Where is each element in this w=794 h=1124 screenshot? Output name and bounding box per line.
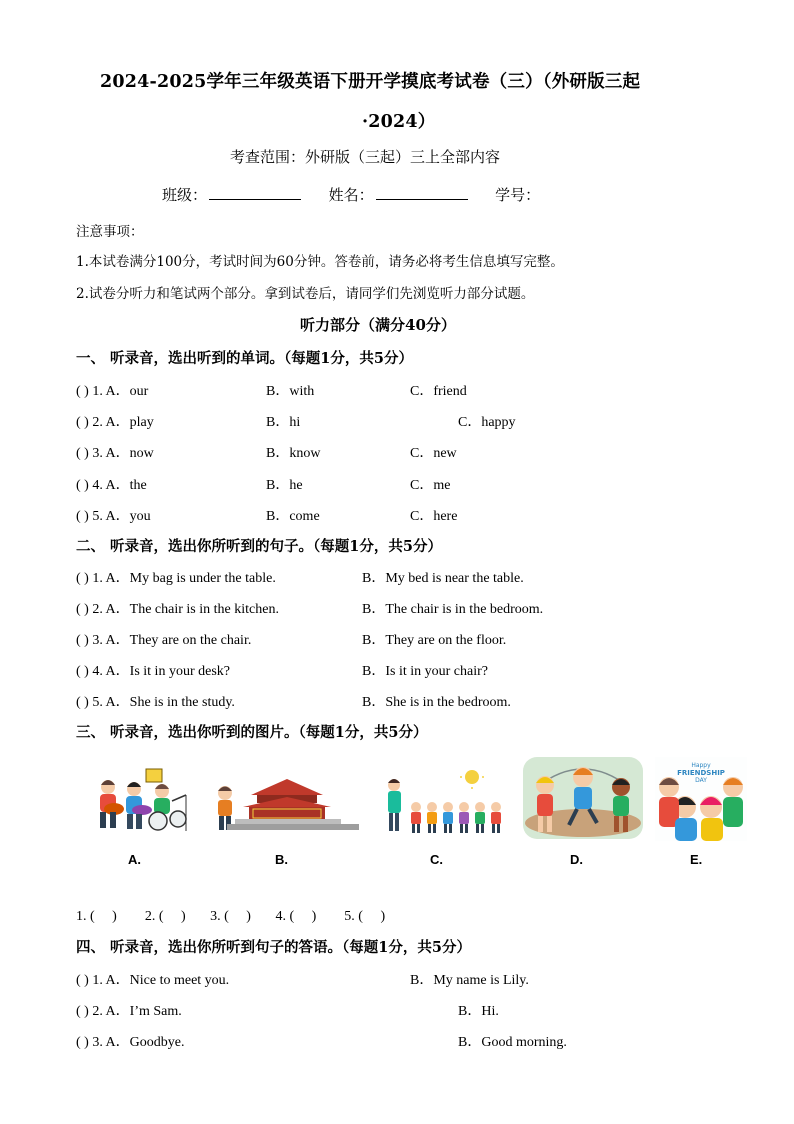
section1-title: 一、 听录音，选出听到的单词。（每题1分，共5分） <box>76 350 413 367</box>
s1-q3-a[interactable]: ( ) 3. A．now <box>76 446 154 461</box>
s1-q4-a[interactable]: ( ) 4. A．the <box>76 478 147 493</box>
s4-q1-a[interactable]: ( ) 1. A．Nice to meet you. <box>76 973 230 988</box>
poster-text-day: DAY <box>695 777 707 784</box>
id-label: 学号： <box>495 186 541 204</box>
s1-q5-b[interactable]: B．come <box>266 509 320 524</box>
exam-title-line2: ·2024） <box>362 112 436 132</box>
picture-e-friendship <box>655 757 747 841</box>
s2-q4-a[interactable]: ( ) 4. A．Is it in your desk? <box>76 664 230 679</box>
class-blank[interactable] <box>209 187 301 200</box>
name-blank[interactable] <box>376 187 468 200</box>
s1-q5-c[interactable]: C．here <box>410 509 458 524</box>
poster-text-happy: Happy <box>691 762 711 769</box>
picture-label-c: C. <box>430 852 443 867</box>
picture-label-e: E. <box>690 852 703 867</box>
s4-q1-b[interactable]: B．My name is Lily. <box>410 973 529 988</box>
s2-q3-b[interactable]: B．They are on the floor. <box>362 633 507 648</box>
s1-q3-c[interactable]: C．new <box>410 446 457 461</box>
s4-q3-b[interactable]: B．Good morning. <box>458 1035 567 1050</box>
picture-label-d: D. <box>570 852 583 867</box>
class-label: 班级： <box>162 186 208 204</box>
s2-q5-a[interactable]: ( ) 5. A．She is in the study. <box>76 695 235 710</box>
s1-q1-b[interactable]: B．with <box>266 384 315 399</box>
s4-q3-a[interactable]: ( ) 3. A．Goodbye. <box>76 1035 185 1050</box>
name-label: 姓名： <box>328 186 374 204</box>
part-title: 听力部分（满分40分） <box>300 316 456 334</box>
picture-label-a: A. <box>128 852 141 867</box>
picture-c-class <box>380 767 508 837</box>
notes-item-1: 1.本试卷满分100分，考试时间为60分钟。答卷前，请务必将考生信息填写完整。 <box>76 254 564 270</box>
notes-heading: 注意事项： <box>76 224 144 240</box>
s2-q3-a[interactable]: ( ) 3. A．They are on the chair. <box>76 633 252 648</box>
s2-q2-b[interactable]: B．The chair is in the bedroom. <box>362 602 544 617</box>
s1-q4-c[interactable]: C．me <box>410 478 451 493</box>
poster-text-friendship: FRIENDSHIP <box>677 769 725 777</box>
section2-title: 二、 听录音，选出你所听到的句子。（每题1分，共5分） <box>76 538 442 555</box>
notes-item-2: 2.试卷分听力和笔试两个部分。拿到试卷后，请同学们先浏览听力部分试题。 <box>76 286 535 302</box>
section4-title: 四、 听录音，选出你所听到句子的答语。（每题1分，共5分） <box>76 939 471 956</box>
section3-title: 三、 听录音，选出你听到的图片。（每题1分，共5分） <box>76 724 428 741</box>
exam-title-line1: 2024-2025学年三年级英语下册开学摸底考试卷（三）（外研版三起 <box>100 72 641 92</box>
picture-d-playing <box>523 757 643 839</box>
exam-scope: 考查范围：外研版（三起）三上全部内容 <box>230 148 501 166</box>
s1-q1-c[interactable]: C．friend <box>410 384 467 399</box>
picture-label-b: B. <box>275 852 288 867</box>
s2-q2-a[interactable]: ( ) 2. A．The chair is in the kitchen. <box>76 602 279 617</box>
s1-q2-a[interactable]: ( ) 2. A．play <box>76 415 154 430</box>
s1-q5-a[interactable]: ( ) 5. A．you <box>76 509 151 524</box>
s1-q2-c[interactable]: C．happy <box>458 415 516 430</box>
s2-q1-a[interactable]: ( ) 1. A．My bag is under the table. <box>76 571 276 586</box>
s2-q5-b[interactable]: B．She is in the bedroom. <box>362 695 511 710</box>
picture-b-palace <box>213 775 361 833</box>
s2-q1-b[interactable]: B．My bed is near the table. <box>362 571 524 586</box>
s1-q1-a[interactable]: ( ) 1. A．our <box>76 384 149 399</box>
s1-q4-b[interactable]: B．he <box>266 478 303 493</box>
picture-a-band <box>90 765 190 833</box>
s1-q2-b[interactable]: B．hi <box>266 415 301 430</box>
s1-q3-b[interactable]: B．know <box>266 446 321 461</box>
section3-answer-row[interactable]: 1. ( ) 2. ( ) 3. ( ) 4. ( ) 5. ( ) <box>76 909 386 924</box>
s4-q2-b[interactable]: B．Hi. <box>458 1004 499 1019</box>
s4-q2-a[interactable]: ( ) 2. A．I’m Sam. <box>76 1004 182 1019</box>
s2-q4-b[interactable]: B．Is it in your chair? <box>362 664 488 679</box>
student-info-row <box>162 184 540 205</box>
